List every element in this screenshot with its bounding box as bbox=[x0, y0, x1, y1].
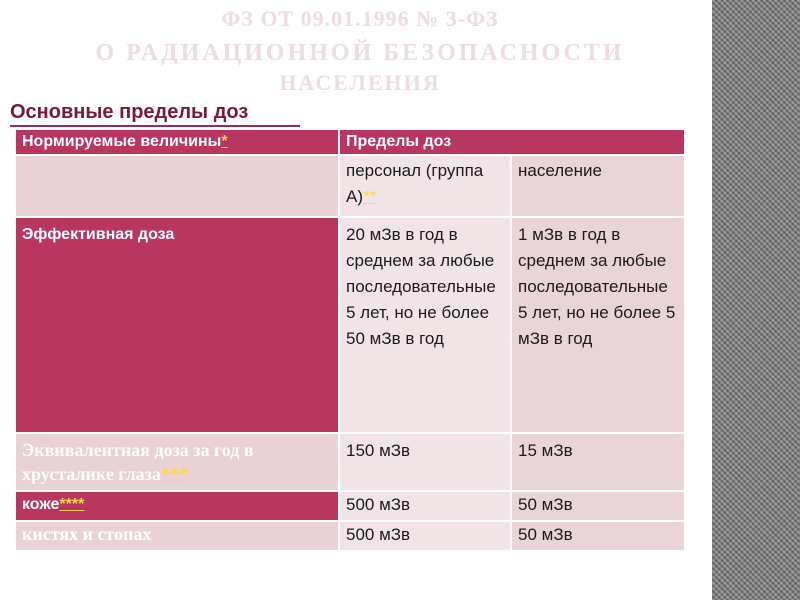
row-skin-population: 50 мЗв bbox=[512, 492, 684, 520]
dose-limits-table bbox=[16, 130, 684, 550]
row-hands-label: кистях и стопах bbox=[16, 522, 338, 550]
subheader-personnel bbox=[340, 156, 510, 216]
row-skin-label bbox=[16, 492, 338, 520]
personnel-footnote-mark: ** bbox=[363, 187, 377, 206]
row-lens-personnel: 150 мЗв bbox=[340, 434, 510, 490]
header-dose-limits: Пределы доз bbox=[340, 130, 684, 154]
lens-label-text: Эквивалентная доза за год в хрусталике глаза bbox=[22, 440, 254, 484]
skin-footnote-mark: **** bbox=[59, 496, 85, 513]
header-quantities bbox=[16, 130, 338, 154]
subtitle-underline bbox=[10, 125, 300, 127]
row-effective-population: 1 мЗв в год в среднем за любые последовательные 5 лет, но не более 5 мЗв в год bbox=[512, 218, 684, 432]
faded-title-line2: О РАДИАЦИОННОЙ БЕЗОПАСНОСТИ bbox=[95, 40, 625, 66]
row-lens-label bbox=[16, 434, 338, 490]
row-hands-population: 50 мЗв bbox=[512, 522, 684, 550]
row-lens-population: 15 мЗв bbox=[512, 434, 684, 490]
decorative-side-panel bbox=[712, 0, 800, 600]
skin-label-text: коже bbox=[22, 496, 60, 513]
row-effective-label: Эффективная доза bbox=[16, 218, 338, 432]
row-skin-personnel: 500 мЗв bbox=[340, 492, 510, 520]
row-effective-personnel: 20 мЗв в год в среднем за любые последовательные 5 лет, но не более 50 мЗв в год bbox=[340, 218, 510, 432]
lens-footnote-mark: *** bbox=[160, 464, 188, 484]
header-quantities-label: Нормируемые величины bbox=[22, 133, 222, 150]
subheader-empty-cell bbox=[16, 156, 338, 216]
faded-title-line3: НАСЕЛЕНИЯ bbox=[279, 70, 441, 95]
slide-subtitle: Основные пределы доз bbox=[10, 101, 249, 123]
row-hands-personnel: 500 мЗв bbox=[340, 522, 510, 550]
personnel-label: персонал (группа А) bbox=[346, 161, 484, 206]
faded-title-line1: ФЗ ОТ 09.01.1996 № 3-ФЗ bbox=[221, 6, 499, 31]
header-footnote-mark: * bbox=[221, 133, 228, 150]
subheader-population: население bbox=[512, 156, 684, 216]
title-band bbox=[0, 0, 712, 100]
